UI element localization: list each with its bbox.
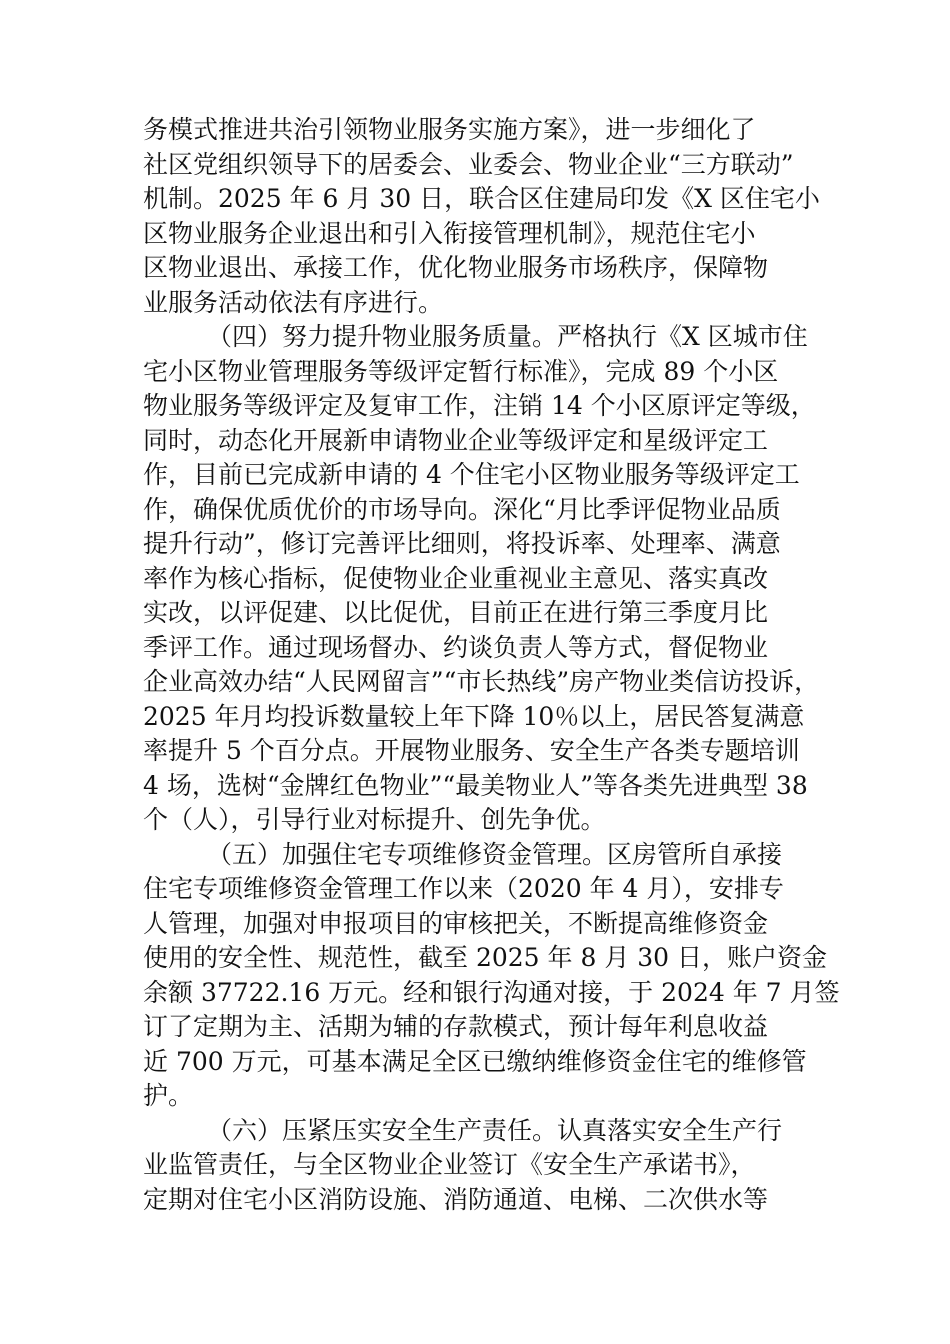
- document-body: [143, 113, 840, 1217]
- text-line: 业监管责任，与全区物业企业签订《安全生产承诺书》，: [143, 1150, 756, 1179]
- text-line: 率作为核心指标，促使物业企业重视业主意见、落实真改: [143, 563, 769, 593]
- text-line: 余额 37722.16 万元。经和银行沟通对接，于 2024 年 7 月签: [143, 977, 840, 1007]
- section-five-heading-line: （五）加强住宅专项维修资金管理。区房管所自承接: [207, 839, 783, 869]
- section-four-heading-line: （四）努力提升物业服务质量。严格执行《X 区城市住: [207, 322, 808, 351]
- text-line: 率提升 5 个百分点。开展物业服务、安全生产各类专题培训: [143, 736, 800, 765]
- text-line: 使用的安全性、规范性，截至 2025 年 8 月 30 日，账户资金: [143, 943, 828, 972]
- text-line: 企业高效办结“人民网留言”“市长热线”房产物业类信访投诉，: [143, 667, 820, 696]
- text-line: 订了定期为主、活期为辅的存款模式，预计每年利息收益: [143, 1012, 769, 1041]
- text-line: 季评工作。通过现场督办、约谈负责人等方式，督促物业: [143, 632, 769, 662]
- text-line: 机制。2025 年 6 月 30 日，联合区住建局印发《X 区住宅小: [143, 184, 820, 213]
- text-line: 个（人），引导行业对标提升、创先争优。: [143, 805, 606, 834]
- text-line: 提升行动”，修订完善评比细则，将投诉率、处理率、满意: [143, 529, 781, 558]
- text-line: 2025 年月均投诉数量较上年下降 10％以上，居民答复满意: [143, 701, 805, 731]
- text-line: 社区党组织领导下的居委会、业委会、物业企业“三方联动”: [143, 149, 794, 179]
- text-line: 人管理，加强对申报项目的审核把关，不断提高维修资金: [143, 908, 769, 938]
- text-line: 近 700 万元，可基本满足全区已缴纳维修资金住宅的维修管: [143, 1046, 807, 1076]
- text-line: 护。: [143, 1081, 194, 1110]
- text-line: 定期对住宅小区消防设施、消防通道、电梯、二次供水等: [143, 1184, 769, 1214]
- text-line: 区物业退出、承接工作，优化物业服务市场秩序，保障物: [143, 253, 769, 282]
- text-line: 务模式推进共治引领物业服务实施方案》，进一步细化了: [143, 115, 756, 144]
- section-six-heading-line: （六）压紧压实安全生产责任。认真落实安全生产行: [207, 1115, 783, 1145]
- text-line: 作，目前已完成新申请的 4 个住宅小区物业服务等级评定工: [143, 460, 800, 489]
- text-line: 实改，以评促建、以比促优，目前正在进行第三季度月比: [143, 598, 769, 627]
- text-line: 同时，动态化开展新申请物业企业等级评定和星级评定工: [143, 425, 769, 455]
- text-line: 作，确保优质优价的市场导向。深化“月比季评促物业品质: [143, 494, 781, 524]
- text-line: 物业服务等级评定及复审工作，注销 14 个小区原评定等级，: [143, 391, 816, 420]
- text-line: 宅小区物业管理服务等级评定暂行标准》，完成 89 个小区: [143, 356, 779, 386]
- text-line: 4 场，选树“金牌红色物业”“最美物业人”等各类先进典型 38: [143, 770, 808, 800]
- text-line: 住宅专项维修资金管理工作以来（2020 年 4 月），安排专: [143, 874, 784, 903]
- text-line: 区物业服务企业退出和引入衔接管理机制》，规范住宅小: [143, 218, 756, 248]
- text-line: 业服务活动依法有序进行。: [143, 287, 444, 317]
